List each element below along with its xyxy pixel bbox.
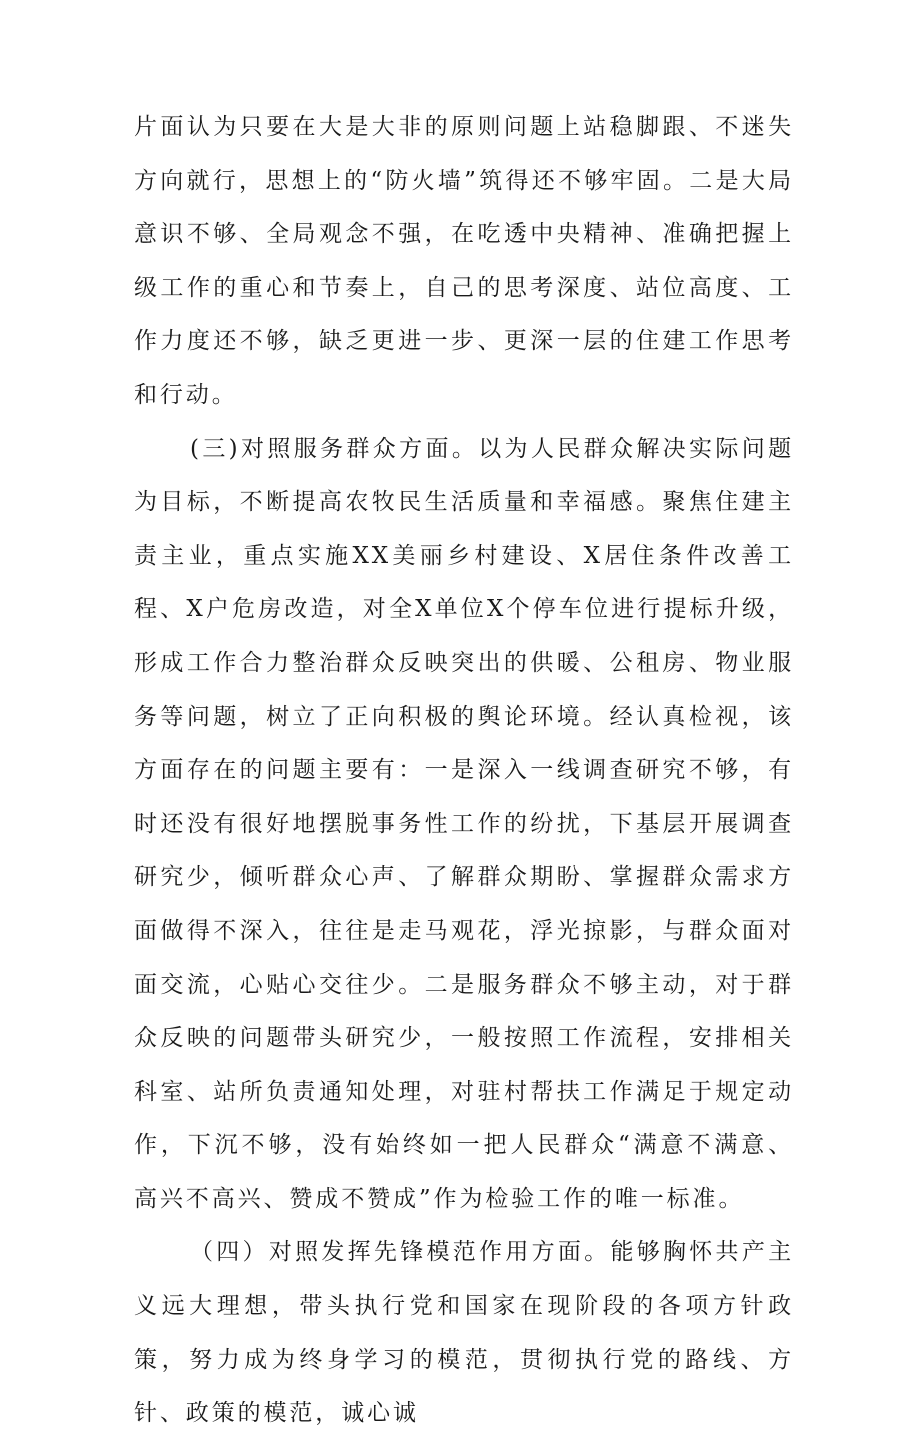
paragraph-vanguard-role bbox=[134, 1226, 794, 1440]
paragraph-heading: （四）对照发挥先锋模范作用方面。 bbox=[190, 1239, 611, 1266]
paragraph-continued bbox=[134, 101, 794, 423]
paragraph-text: 能够胸怀共产主义远大理想，带头执行党和国家在现阶段的各项方针政策，努力成为终身学习的模范，贯彻执行党的路线、方针、政策的模范，诚心诚 bbox=[134, 1239, 794, 1427]
paragraph-heading: (三)对照服务群众方面。 bbox=[190, 435, 479, 462]
paragraph-text: 以为人民群众解决实际问题为目标，不断提高农牧民生活质量和幸福感。聚焦住建主责主业，重点实施XX美丽乡村建设、X居住条件改善工程、X户危房改造，对全X单位X个停车位进行提标升级，形成工作合力整治群众反映突出的供暖、公租房、物业服务等问题，树立了正向积极的舆论环境。经认真检视，该方面存在的问题主要有：一是深入一线调查研究不够，有时还没有很好地摆脱事务性工作的纷扰，下基层开展调查研究少，倾听群众心声、了解群众期盼、掌握群众需求方面做得不深入，往往是走马观花，浮光掠影，与群众面对面交流，心贴心交往少。二是服务群众不够主动，对于群众反映的问题带头研究少，一般按照工作流程，安排相关科室、站所负责通知处理，对驻村帮扶工作满足于规定动作，下沉不够，没有始终如一把人民群众“满意不满意、高兴不高兴、赞成不赞成”作为检验工作的唯一标准。 bbox=[134, 435, 794, 1212]
paragraph-text: 片面认为只要在大是大非的原则问题上站稳脚跟、不迷失方向就行，思想上的“防火墙”筑得还不够牢固。二是大局意识不够、全局观念不强，在吃透中央精神、准确把握上级工作的重心和节奏上，自己的思考深度、站位高度、工作力度还不够，缺乏更进一步、更深一层的住建工作思考和行动。 bbox=[134, 114, 794, 408]
paragraph-serving-masses bbox=[134, 423, 794, 1227]
document-body bbox=[134, 101, 794, 1441]
